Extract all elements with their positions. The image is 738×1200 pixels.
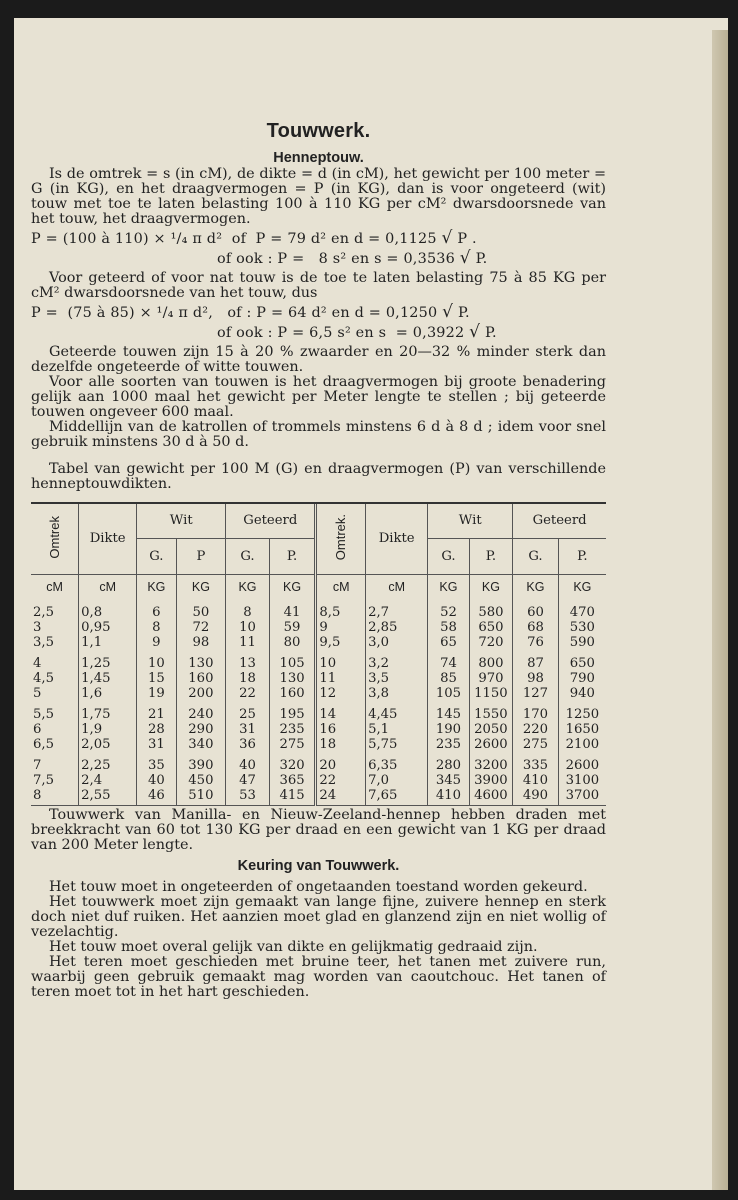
table-cell: 235 <box>269 722 316 737</box>
table-cell: 6 <box>33 722 42 737</box>
root-symbol: √ <box>442 302 454 322</box>
header-p: P <box>176 539 226 575</box>
table-cell: 60 <box>513 605 559 620</box>
unit-cm: cM <box>46 579 63 594</box>
table-row <box>31 788 606 803</box>
table-cell: 3100 <box>558 773 606 788</box>
table-cell: 105 <box>428 686 469 701</box>
table-cell: 1,9 <box>79 722 137 737</box>
table-cell: 12 <box>316 686 366 701</box>
header-dikte: Dikte <box>79 504 137 575</box>
table-cell: 2600 <box>469 737 513 752</box>
formula-1a <box>31 228 606 248</box>
table-cell: 10 <box>137 656 176 671</box>
table-cell: 2,05 <box>79 737 137 752</box>
table-cell: 1,1 <box>79 635 137 650</box>
table-cell: 1,75 <box>79 707 137 722</box>
table-cell: 41 <box>269 605 316 620</box>
paragraph-pulley: Middellijn van de katrollen of trommels minstens 6 d à 8 d ; idem voor snel gebruik minstens 30 d à 50 d. <box>31 419 606 450</box>
unit-cm: cM <box>316 575 366 600</box>
table-cell: 20 <box>316 758 366 773</box>
header-wit: Wit <box>137 504 226 539</box>
table-cell: 160 <box>269 686 316 701</box>
table-row <box>31 656 606 671</box>
table-cell: 7,0 <box>366 773 428 788</box>
table-cell: 195 <box>269 707 316 722</box>
formula-1b-text: of ook : P = 8 s² en s = 0,3536 <box>217 251 456 267</box>
table-cell: 13 <box>226 656 270 671</box>
page-content <box>31 110 606 1000</box>
table-cell: 1150 <box>469 686 513 701</box>
table-cell: 580 <box>469 605 513 620</box>
table-cell: 4,5 <box>33 671 54 686</box>
table-cell: 3200 <box>469 758 513 773</box>
formula-2b-end: P. <box>484 325 497 341</box>
table-cell: 345 <box>428 773 469 788</box>
table-cell: 127 <box>513 686 559 701</box>
table-cell: 105 <box>269 656 316 671</box>
table-cell: 11 <box>226 635 270 650</box>
unit-kg: KG <box>176 575 226 600</box>
table-cell: 1,25 <box>79 656 137 671</box>
table-cell: 53 <box>226 788 270 803</box>
table-cell: 3,5 <box>366 671 428 686</box>
table-cell: 2100 <box>558 737 606 752</box>
table-cell: 2,85 <box>366 620 428 635</box>
paragraph-intro: Is de omtrek = s (in cM), de dikte = d (in cM), het gewicht per 100 meter = G (in KG), en het draagvermogen = P (in KG), dan is voor ongeteerd (wit) touw met toe te laten belasting 100 à 110 KG per cM² dwarsdoorsnede van het touw, het draagvermogen. <box>31 166 606 227</box>
table-cell: 3,2 <box>366 656 428 671</box>
table-row <box>31 722 606 737</box>
unit-kg: KG <box>137 575 176 600</box>
formula-2a-text: P = (75 à 85) × ¹/₄ π d², of : P = 64 d² en d = 0,1250 <box>31 305 438 321</box>
table-cell: 220 <box>513 722 559 737</box>
table-cell: 8 <box>137 620 176 635</box>
table-cell: 530 <box>558 620 606 635</box>
table-cell: 320 <box>269 758 316 773</box>
table-cell: 145 <box>428 707 469 722</box>
table-cell: 7,5 <box>33 773 54 788</box>
table-cell: 130 <box>269 671 316 686</box>
header-dikte-right: Dikte <box>366 504 428 575</box>
table-cell: 8 <box>226 605 270 620</box>
table-cell: 6,5 <box>33 737 54 752</box>
table-cell: 0,95 <box>79 620 137 635</box>
table-cell: 970 <box>469 671 513 686</box>
table-row <box>31 758 606 773</box>
table-cell: 4,45 <box>366 707 428 722</box>
table-cell: 510 <box>176 788 226 803</box>
table-row <box>31 686 606 701</box>
table-cell: 4600 <box>469 788 513 803</box>
page-title: Touwwerk. <box>266 120 371 142</box>
table-cell: 340 <box>176 737 226 752</box>
table-row <box>31 707 606 722</box>
table-cell: 9 <box>316 620 366 635</box>
table-row <box>31 620 606 635</box>
table-cell: 46 <box>137 788 176 803</box>
table-cell: 18 <box>226 671 270 686</box>
table-cell: 365 <box>269 773 316 788</box>
table-cell: 7 <box>33 758 42 773</box>
table-cell: 1,6 <box>79 686 137 701</box>
root-symbol: √ <box>469 322 481 342</box>
header-g-right: G. <box>513 539 559 575</box>
header-geteerd-right: Geteerd <box>513 504 606 539</box>
table-cell: 3,5 <box>33 635 54 650</box>
table-cell: 1650 <box>558 722 606 737</box>
table-cell: 47 <box>226 773 270 788</box>
table-cell: 7,65 <box>366 788 428 803</box>
header-p-right: P. <box>558 539 606 575</box>
formula-1b <box>217 248 606 268</box>
table-cell: 19 <box>137 686 176 701</box>
unit-kg: KG <box>469 575 513 600</box>
rope-table <box>31 502 606 806</box>
table-row <box>31 605 606 620</box>
paragraph-capacity: Voor alle soorten van touwen is het draagvermogen bij groote benadering gelijk aan 1000 maal het gewicht per Meter lengte te stellen ; bij geteerde touwen ongeveer 600 maal. <box>31 374 606 420</box>
table-cell: 335 <box>513 758 559 773</box>
table-cell: 8,5 <box>316 605 366 620</box>
table-cell: 3900 <box>469 773 513 788</box>
table-cell: 58 <box>428 620 469 635</box>
formula-2a <box>31 302 606 322</box>
table-cell: 87 <box>513 656 559 671</box>
root-symbol: √ <box>459 248 471 268</box>
table-cell: 275 <box>513 737 559 752</box>
table-cell: 940 <box>558 686 606 701</box>
section-heading-henneptouw: Henneptouw. <box>273 150 364 166</box>
table-body <box>31 599 606 806</box>
page-edge <box>712 30 728 1190</box>
table-cell: 28 <box>137 722 176 737</box>
paragraph-geteerd: Voor geteerd of voor nat touw is de toe te laten belasting 75 à 85 KG per cM² dwarsdoorsnede van het touw, dus <box>31 270 606 301</box>
table-cell: 3700 <box>558 788 606 803</box>
table-cell: 10 <box>226 620 270 635</box>
unit-cm: cM <box>366 575 428 600</box>
table-cell: 390 <box>176 758 226 773</box>
table-cell: 52 <box>428 605 469 620</box>
table-row <box>31 737 606 752</box>
table-cell: 15 <box>137 671 176 686</box>
table-cell: 240 <box>176 707 226 722</box>
header-p: P. <box>269 539 316 575</box>
table-cell: 650 <box>558 656 606 671</box>
table-cell: 2600 <box>558 758 606 773</box>
formula-1a-text: P = (100 à 110) × ¹/₄ π d² of P = 79 d² en d = 0,1125 <box>31 231 437 247</box>
table-cell: 790 <box>558 671 606 686</box>
table-cell: 59 <box>269 620 316 635</box>
table-cell: 25 <box>226 707 270 722</box>
table-cell: 415 <box>269 788 316 803</box>
table-cell: 3 <box>33 620 42 635</box>
paragraph-table-caption: Tabel van gewicht per 100 M (G) en draagvermogen (P) van verschillende henneptouwdikten. <box>31 461 606 492</box>
table-cell: 24 <box>316 788 366 803</box>
header-omtrek: Omtrek <box>31 504 79 575</box>
header-p-right: P. <box>469 539 513 575</box>
table-cell: 40 <box>137 773 176 788</box>
table-cell: 31 <box>226 722 270 737</box>
table-cell: 160 <box>176 671 226 686</box>
table-cell: 1250 <box>558 707 606 722</box>
header-omtrek-right: Omtrek. <box>316 504 366 575</box>
header-wit-right: Wit <box>428 504 513 539</box>
table-cell: 200 <box>176 686 226 701</box>
table-cell: 2,55 <box>79 788 137 803</box>
section-heading-keuring: Keuring van Touwwerk. <box>237 858 400 874</box>
header-geteerd: Geteerd <box>226 504 316 539</box>
table-cell: 16 <box>316 722 366 737</box>
table-cell: 410 <box>428 788 469 803</box>
table-cell: 10 <box>316 656 366 671</box>
header-g: G. <box>226 539 270 575</box>
table-cell: 6 <box>137 605 176 620</box>
table-cell: 9,5 <box>316 635 366 650</box>
root-symbol: √ <box>441 228 453 248</box>
table-cell: 21 <box>137 707 176 722</box>
formula-1b-end: P. <box>475 251 488 267</box>
table-cell: 85 <box>428 671 469 686</box>
unit-kg: KG <box>226 575 270 600</box>
header-g-right: G. <box>428 539 469 575</box>
paragraph-keuring-2: Het touwwerk moet zijn gemaakt van lange fijne, zuivere hennep en sterk doch niet duf ruiken. Het aanzien moet glad en glanzend zijn en niet wollig of vezelachtig. <box>31 894 606 940</box>
table-cell: 280 <box>428 758 469 773</box>
table-row <box>31 671 606 686</box>
table-cell: 450 <box>176 773 226 788</box>
unit-cm: cM <box>79 575 137 600</box>
table-cell: 5 <box>33 686 42 701</box>
table-cell: 650 <box>469 620 513 635</box>
paragraph-keuring-1: Het touw moet in ongeteerden of ongetaanden toestand worden gekeurd. <box>49 879 588 895</box>
table-cell: 80 <box>269 635 316 650</box>
table-cell: 72 <box>176 620 226 635</box>
formula-2b-text: of ook : P = 6,5 s² en s = 0,3922 <box>217 325 465 341</box>
table-cell: 800 <box>469 656 513 671</box>
rope-data-table <box>31 504 606 806</box>
table-cell: 14 <box>316 707 366 722</box>
table-cell: 22 <box>226 686 270 701</box>
unit-kg: KG <box>269 575 316 600</box>
paragraph-manilla: Touwwerk van Manilla- en Nieuw-Zeeland-hennep hebben draden met breekkracht van 60 tot 130 KG per draad en een gewicht van 1 KG per draad van 200 Meter lengte. <box>31 807 606 853</box>
table-cell: 98 <box>513 671 559 686</box>
table-cell: 410 <box>513 773 559 788</box>
table-cell: 2,4 <box>79 773 137 788</box>
table-cell: 1550 <box>469 707 513 722</box>
table-cell: 290 <box>176 722 226 737</box>
table-cell: 98 <box>176 635 226 650</box>
table-cell: 50 <box>176 605 226 620</box>
table-cell: 5,1 <box>366 722 428 737</box>
table-cell: 3,0 <box>366 635 428 650</box>
table-cell: 8 <box>33 788 42 803</box>
formula-1a-end: P . <box>457 231 477 247</box>
table-cell: 275 <box>269 737 316 752</box>
table-cell: 4 <box>33 656 42 671</box>
table-cell: 1,45 <box>79 671 137 686</box>
paragraph-keuring-4: Het teren moet geschieden met bruine teer, het tanen met zuivere run, waarbij geen gebruik gemaakt mag worden van caoutchouc. Het tanen of teren moet tot in het hart geschieden. <box>31 954 606 1000</box>
table-cell: 720 <box>469 635 513 650</box>
table-cell: 36 <box>226 737 270 752</box>
table-cell: 2,7 <box>366 605 428 620</box>
table-cell: 235 <box>428 737 469 752</box>
table-row <box>31 773 606 788</box>
table-cell: 6,35 <box>366 758 428 773</box>
table-cell: 5,75 <box>366 737 428 752</box>
table-cell: 11 <box>316 671 366 686</box>
table-cell: 0,8 <box>79 605 137 620</box>
table-cell: 22 <box>316 773 366 788</box>
table-cell: 65 <box>428 635 469 650</box>
table-cell: 170 <box>513 707 559 722</box>
formula-2b <box>217 322 606 342</box>
table-row <box>31 635 606 650</box>
table-cell: 35 <box>137 758 176 773</box>
table-cell: 2,25 <box>79 758 137 773</box>
unit-kg: KG <box>428 575 469 600</box>
unit-kg: KG <box>513 575 559 600</box>
table-cell: 3,8 <box>366 686 428 701</box>
table-cell: 2050 <box>469 722 513 737</box>
paragraph-keuring-3: Het touw moet overal gelijk van dikte en gelijkmatig gedraaid zijn. <box>49 939 538 955</box>
table-cell: 74 <box>428 656 469 671</box>
table-cell: 490 <box>513 788 559 803</box>
header-g: G. <box>137 539 176 575</box>
table-cell: 68 <box>513 620 559 635</box>
table-cell: 40 <box>226 758 270 773</box>
table-cell: 18 <box>316 737 366 752</box>
paragraph-weight: Geteerde touwen zijn 15 à 20 % zwaarder en 20—32 % minder sterk dan dezelfde ongeteerde of witte touwen. <box>31 344 606 375</box>
table-cell: 76 <box>513 635 559 650</box>
unit-kg: KG <box>558 575 606 600</box>
formula-2a-end: P. <box>457 305 470 321</box>
table-cell: 2,5 <box>33 605 54 620</box>
table-cell: 5,5 <box>33 707 54 722</box>
table-cell: 9 <box>137 635 176 650</box>
table-cell: 590 <box>558 635 606 650</box>
table-cell: 190 <box>428 722 469 737</box>
table-cell: 130 <box>176 656 226 671</box>
table-cell: 31 <box>137 737 176 752</box>
table-cell: 470 <box>558 605 606 620</box>
